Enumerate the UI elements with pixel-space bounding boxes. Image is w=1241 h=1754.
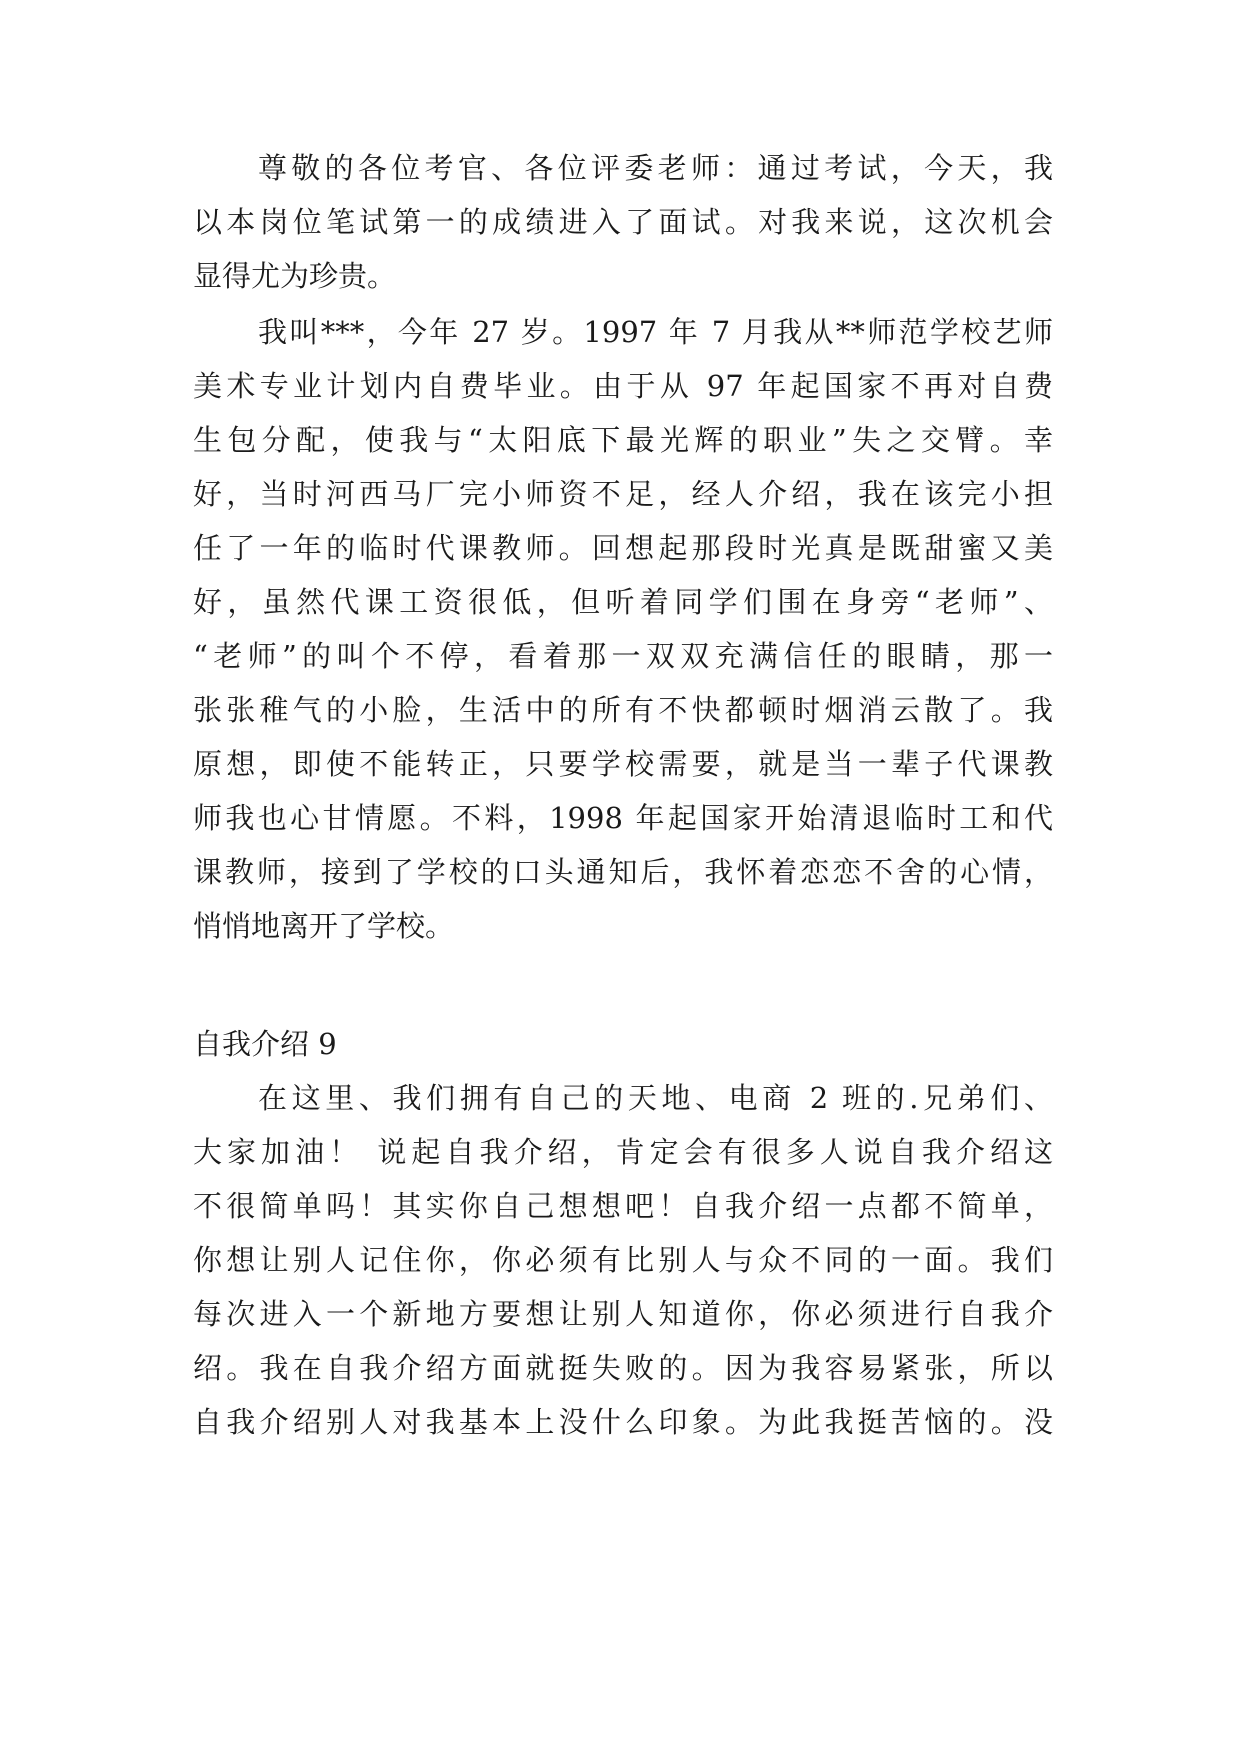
paragraph-2-line-4: 好，当时河西马厂完小师资不足，经人介绍，我在该完小担 bbox=[193, 477, 1053, 511]
paragraph-1-line-1: 尊敬的各位考官、各位评委老师：通过考试，今天，我 bbox=[258, 151, 1053, 185]
paragraph-2-line-6: 好，虽然代课工资很低，但听着同学们围在身旁“老师”、 bbox=[193, 585, 1053, 619]
section-heading: 自我介绍 9 bbox=[193, 1027, 337, 1061]
paragraph-2-line-12: 悄悄地离开了学校。 bbox=[193, 909, 455, 943]
paragraph-2-line-7: “老师”的叫个不停，看着那一双双充满信任的眼睛，那一 bbox=[193, 639, 1053, 673]
section-paragraph-line-7: 自我介绍别人对我基本上没什么印象。为此我挺苦恼的。没 bbox=[193, 1405, 1053, 1439]
paragraph-2-line-10: 师我也心甘情愿。不料，1998 年起国家开始清退临时工和代 bbox=[193, 801, 1053, 835]
paragraph-1-line-2: 以本岗位笔试第一的成绩进入了面试。对我来说，这次机会 bbox=[193, 205, 1053, 239]
paragraph-2-line-2: 美术专业计划内自费毕业。由于从 97 年起国家不再对自费 bbox=[193, 369, 1053, 403]
section-paragraph-line-1: 在这里、我们拥有自己的天地、电商 2 班的.兄弟们、 bbox=[258, 1081, 1053, 1115]
paragraph-2-line-8: 张张稚气的小脸，生活中的所有不快都顿时烟消云散了。我 bbox=[193, 693, 1053, 727]
section-paragraph-line-5: 每次进入一个新地方要想让别人知道你，你必须进行自我介 bbox=[193, 1297, 1053, 1331]
paragraph-2-line-11: 课教师，接到了学校的口头通知后，我怀着恋恋不舍的心情， bbox=[193, 855, 1053, 889]
section-paragraph-line-2: 大家加油！ 说起自我介绍，肯定会有很多人说自我介绍这 bbox=[193, 1135, 1053, 1169]
paragraph-2-line-3: 生包分配，使我与“太阳底下最光辉的职业”失之交臂。幸 bbox=[193, 423, 1053, 457]
paragraph-2-line-5: 任了一年的临时代课教师。回想起那段时光真是既甜蜜又美 bbox=[193, 531, 1053, 565]
section-paragraph-line-6: 绍。我在自我介绍方面就挺失败的。因为我容易紧张，所以 bbox=[193, 1351, 1053, 1385]
paragraph-1-line-3: 显得尤为珍贵。 bbox=[193, 259, 397, 293]
section-paragraph-line-3: 不很简单吗！其实你自己想想吧！自我介绍一点都不简单， bbox=[193, 1189, 1053, 1223]
section-paragraph-line-4: 你想让别人记住你，你必须有比别人与众不同的一面。我们 bbox=[193, 1243, 1053, 1277]
paragraph-2-line-1: 我叫***，今年 27 岁。1997 年 7 月我从**师范学校艺师 bbox=[258, 315, 1053, 349]
paragraph-2-line-9: 原想，即使不能转正，只要学校需要，就是当一辈子代课教 bbox=[193, 747, 1053, 781]
